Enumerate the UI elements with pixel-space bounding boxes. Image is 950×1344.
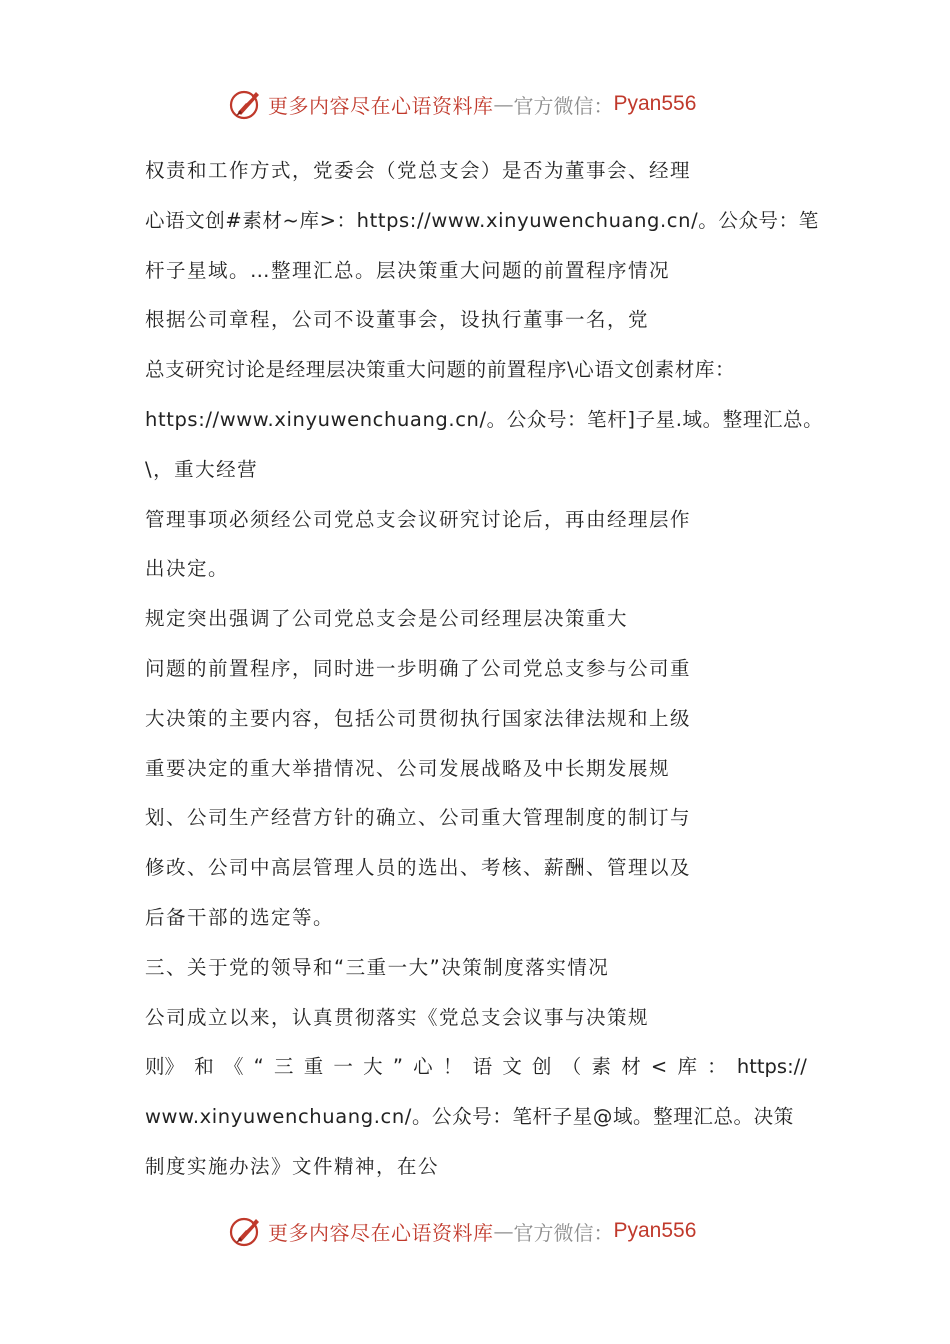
text-line: www.xinyuwenchuang.cn/。公众号：笔杆子星@域。整理汇总。决策 [145,1105,794,1129]
banner-red-text: 更多内容尽在心语资料库 [268,1220,494,1245]
text-line: 后备干部的选定等。 [145,905,335,929]
banner-dash: — [493,92,514,116]
text-line: 心语文创#素材~库>：https://www.xinyuwenchuang.cn/。公众号：笔 [145,208,819,232]
text-line: 划、公司生产经营方针的确立、公司重大管理制度的制订与 [145,806,692,830]
banner-wechat-id: Pyan556 [613,92,697,115]
justified-row [145,1042,807,1092]
footer-banner [228,1211,696,1251]
justified-token: 则》 [145,1055,185,1079]
justified-token: 《 [223,1055,244,1079]
text-line: \，重大经营 [145,457,259,481]
text-line: 根据公司章程，公司不设董事会，设执行董事一名，党 [145,308,650,332]
document-body [145,146,825,1192]
text-line: 制度实施办法》文件精神，在公 [145,1154,440,1178]
text-line: 规定突出强调了公司党总支会是公司经理层决策重大 [145,607,629,631]
banner-wechat-id: Pyan556 [613,1219,697,1242]
justified-token: 文 [502,1055,522,1079]
text-line: https://www.xinyuwenchuang.cn/。公众号：笔杆]子星.域。整理汇总。 [145,407,824,431]
justified-token: ！ [442,1055,463,1079]
justified-token: ： [707,1055,727,1079]
justified-token: 一 [333,1055,353,1079]
banner-dash: — [493,1219,514,1243]
text-line-justified [145,1042,825,1092]
justified-token: 材 [621,1055,641,1079]
text-line: 重要决定的重大举措情况、公司发展战略及中长期发展规 [145,756,671,780]
justified-token: 创 [532,1055,552,1079]
text-line: 问题的前置程序，同时进一步明确了公司党总支参与公司重 [145,656,692,680]
text-line: 总支研究讨论是经理层决策重大问题的前置程序\心语文创素材库： [145,358,736,382]
text-line: 权责和工作方式，党委会（党总支会）是否为董事会、经理 [145,159,692,182]
text-line: 管理事项必须经公司党总支会议研究讨论后，再由经理层作 [145,507,692,531]
justified-token: 和 [194,1055,214,1079]
justified-token: 三 [273,1055,294,1079]
text-line: 出决定。 [145,557,230,581]
text-line: 修改、公司中高层管理人员的选出、考核、薪酬、管理以及 [145,856,692,880]
text-line: 杆子星域。…整理汇总。层决策重大问题的前置程序情况 [145,258,671,282]
justified-token: https:// [736,1055,807,1079]
header-banner [228,84,696,124]
justified-token: “ [253,1055,264,1079]
justified-token: < [650,1055,668,1079]
justified-token: （ [561,1055,582,1079]
banner-gray-text: 官方微信： [513,1220,614,1245]
section-heading: 三、关于党的领导和“三重一大”决策制度落实情况 [145,955,610,979]
justified-token: 素 [591,1055,611,1079]
justified-token: 重 [303,1055,324,1079]
justified-token: 心 [413,1055,433,1079]
banner-red-text: 更多内容尽在心语资料库 [268,93,494,118]
justified-token: 语 [472,1055,493,1079]
justified-token: ” [392,1055,403,1079]
justified-token: 大 [363,1055,383,1079]
quill-pen-logo-icon [228,1213,264,1249]
banner-gray-text: 官方微信： [513,93,614,118]
text-line: 大决策的主要内容，包括公司贯彻执行国家法律法规和上级 [145,706,692,730]
quill-pen-logo-icon [228,86,264,122]
justified-token: 库 [677,1055,697,1079]
text-line: 公司成立以来，认真贯彻落实《党总支会议事与决策规 [145,1005,650,1029]
